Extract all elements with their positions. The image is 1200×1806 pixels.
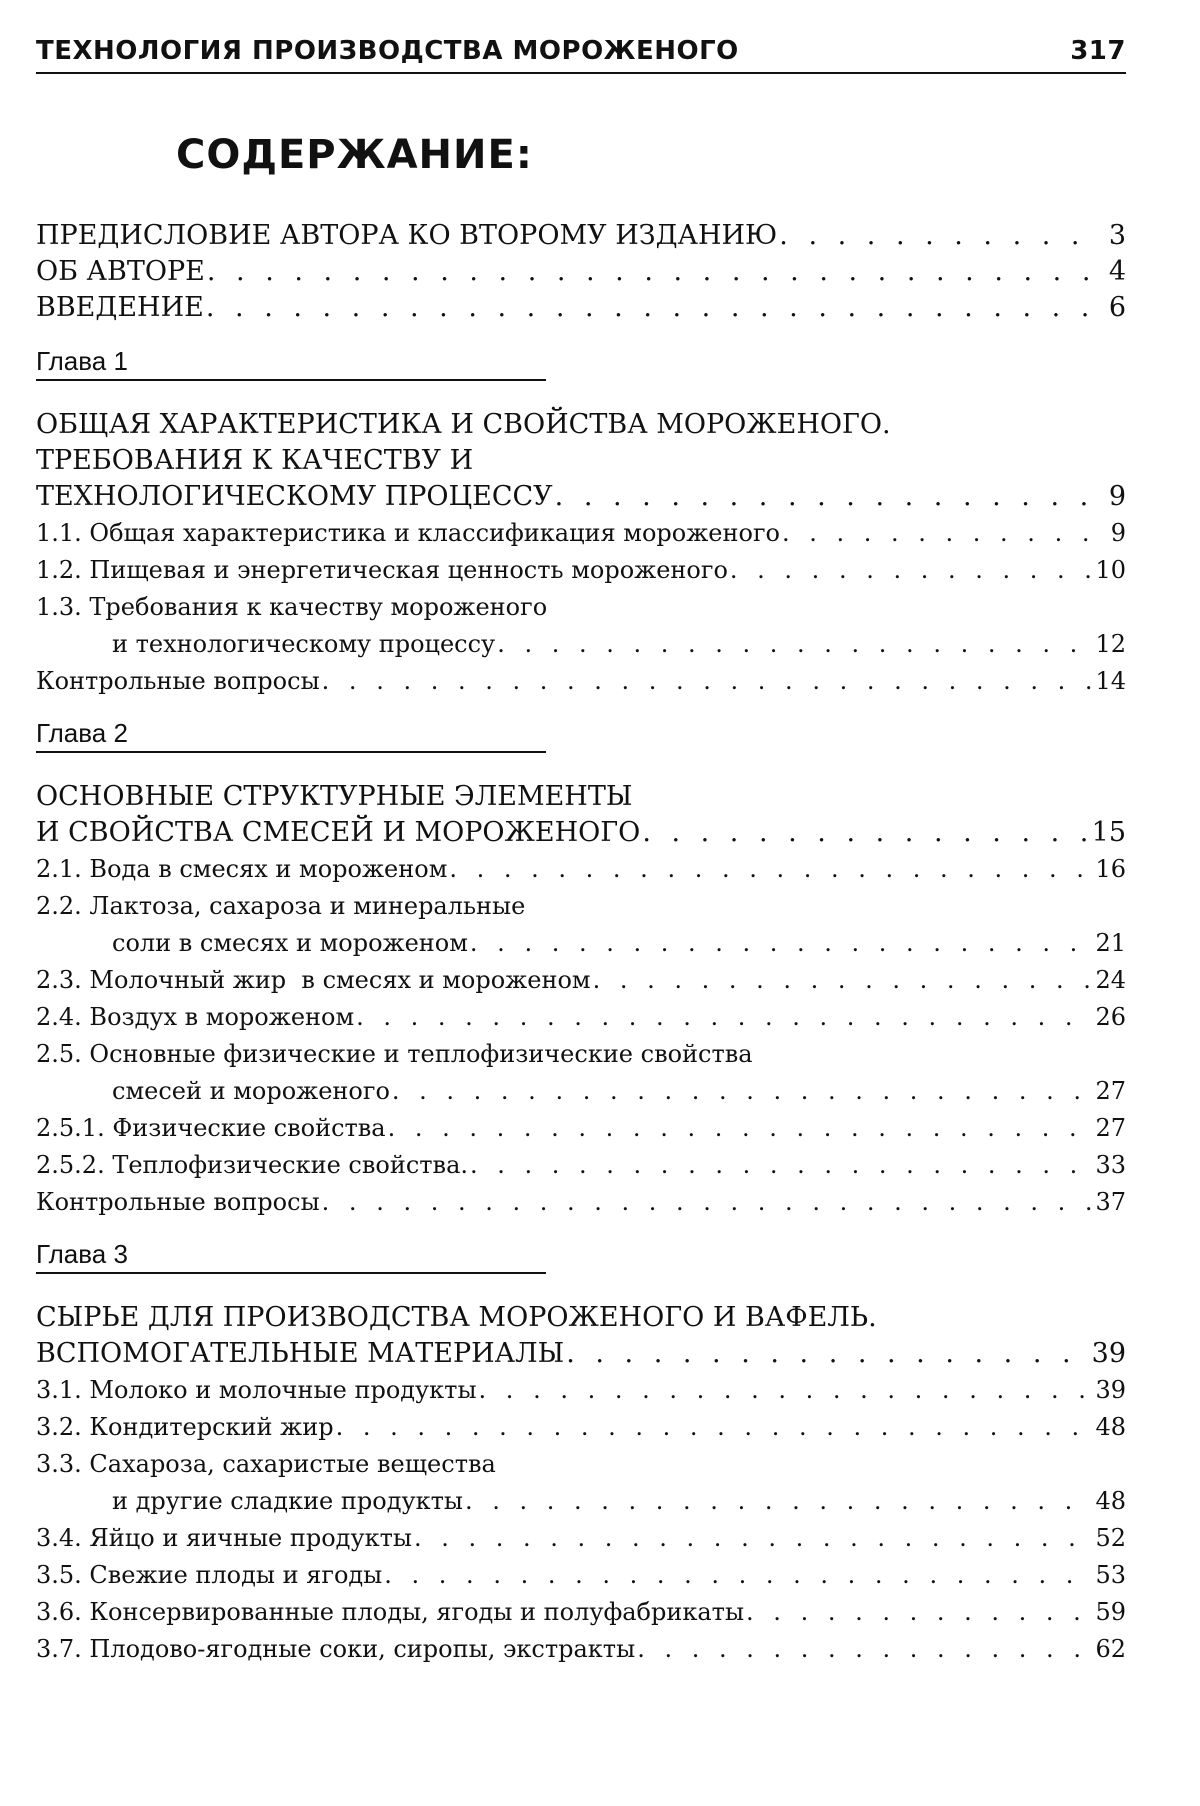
leader-dots: [779, 218, 1094, 254]
leader-dots: [470, 1147, 1093, 1184]
toc-entry-page: 14: [1095, 667, 1126, 695]
chapter-1: [36, 407, 1126, 700]
chapter-title-last: И СВОЙСТВА СМЕСЕЙ И МОРОЖЕНОГО: [36, 817, 641, 848]
toc-entry-title: 2.5.2. Теплофизические свойства.: [36, 1151, 468, 1179]
toc-entry-title: 2.1. Вода в смесях и мороженом: [36, 855, 448, 883]
toc-entry: [36, 925, 1126, 962]
chapter-title-last: ВСПОМОГАТЕЛЬНЫЕ МАТЕРИАЛЫ: [36, 1338, 565, 1369]
leader-dots: [497, 626, 1093, 663]
toc-entry-page: 3: [1108, 220, 1126, 251]
leader-dots: [566, 1336, 1089, 1372]
toc-entry-page: 37: [1095, 1188, 1126, 1216]
toc-title: СОДЕРЖАНИЕ:: [176, 132, 533, 178]
toc-entry: [36, 1594, 1126, 1631]
toc-entry-title: 2.3. Молочный жир в смесях и мороженом: [36, 966, 591, 994]
toc-entry-title: и другие сладкие продукты: [112, 1487, 463, 1515]
front-matter: [36, 218, 1126, 326]
toc-entry-page: 4: [1108, 256, 1126, 287]
toc-entry: [36, 1372, 1126, 1409]
toc-entry-title: 3.6. Консервированные плоды, ягоды и полуфабрикаты: [36, 1598, 745, 1626]
toc-entry-page: 21: [1095, 929, 1126, 957]
leader-dots: [322, 1184, 1094, 1221]
toc-entry: [36, 552, 1126, 589]
toc-entry: [36, 515, 1126, 552]
running-head-title: ТЕХНОЛОГИЯ ПРОИЗВОДСТВА МОРОЖЕНОГО: [36, 36, 739, 66]
toc-entry-page: 48: [1095, 1487, 1126, 1515]
toc-entry-page: 10: [1095, 556, 1126, 584]
toc-entry-title: 3.1. Молоко и молочные продукты: [36, 1376, 477, 1404]
toc-entry: [36, 290, 1126, 326]
toc-entry-page: 59: [1095, 1598, 1126, 1626]
chapter-title-line: ОБЩАЯ ХАРАКТЕРИСТИКА И СВОЙСТВА МОРОЖЕНОГО.: [36, 409, 891, 440]
chapter-page: 39: [1091, 1338, 1126, 1369]
toc-entry: [36, 1520, 1126, 1557]
leader-dots: [414, 1520, 1093, 1557]
toc-entry-page: 48: [1095, 1413, 1126, 1441]
toc-entry-title: Контрольные вопросы: [36, 667, 320, 695]
toc-entry-page: 62: [1095, 1635, 1126, 1663]
toc-entry: [36, 626, 1126, 663]
leader-dots: [388, 1110, 1094, 1147]
leader-dots: [207, 254, 1094, 290]
toc-entry-title: 2.5.1. Физические свойства: [36, 1114, 386, 1142]
toc-entry: [36, 663, 1126, 700]
toc-entry: [36, 1184, 1126, 1221]
leader-dots: [730, 552, 1094, 589]
toc-entry-page: 26: [1095, 1003, 1126, 1031]
leader-dots: [642, 815, 1089, 851]
leader-dots: [206, 290, 1094, 326]
toc-entry-page: 9: [1110, 519, 1126, 547]
leader-dots: [336, 1409, 1094, 1446]
toc-entry: [36, 1631, 1126, 1668]
toc-entry-title: смесей и мороженого: [112, 1077, 390, 1105]
toc-entry-page: 16: [1095, 855, 1126, 883]
toc-entry: [36, 1483, 1126, 1520]
toc-entry: [36, 962, 1126, 999]
toc-entry: [36, 851, 1126, 888]
chapter-3: [36, 1300, 1126, 1668]
toc-entry-page: 39: [1095, 1376, 1126, 1404]
toc-entry-title: 1.2. Пищевая и энергетическая ценность мороженого: [36, 556, 728, 584]
toc-entry-title: и технологическому процессу: [112, 630, 496, 658]
chapter-page: 9: [1108, 481, 1126, 512]
leader-dots: [782, 515, 1094, 552]
toc-entry-page: 52: [1095, 1524, 1126, 1552]
toc-entry: [36, 1147, 1126, 1184]
toc-entry-page: 33: [1095, 1151, 1126, 1179]
toc-entry: [36, 1110, 1126, 1147]
toc-entry-title: 3.7. Плодово-ягодные соки, сиропы, экстракты: [36, 1635, 636, 1663]
chapter-title-last: ТЕХНОЛОГИЧЕСКОМУ ПРОЦЕССУ: [36, 481, 553, 512]
toc-entry-page: 24: [1095, 966, 1126, 994]
toc-entry-page: 27: [1095, 1077, 1126, 1105]
chapter-label-3: Глава 3: [36, 1239, 546, 1274]
toc-entry-title: ВВЕДЕНИЕ: [36, 292, 204, 323]
toc-entry-title: 3.5. Свежие плоды и ягоды: [36, 1561, 383, 1589]
chapter-label-2: Глава 2: [36, 718, 546, 753]
leader-dots: [637, 1631, 1093, 1668]
leader-dots: [384, 1557, 1093, 1594]
toc-entry-first-line: 3.3. Сахароза, сахаристые вещества: [36, 1450, 496, 1478]
toc-entry-first-line: 1.3. Требования к качеству мороженого: [36, 593, 548, 621]
chapter-title-entry: [36, 1336, 1126, 1372]
toc-entry-page: 6: [1108, 292, 1126, 323]
chapter-title-entry: [36, 815, 1126, 851]
chapter-title-entry: [36, 479, 1126, 515]
leader-dots: [465, 1483, 1093, 1520]
leader-dots: [449, 851, 1093, 888]
toc-entry: [36, 1073, 1126, 1110]
book-page: [36, 36, 1126, 1672]
toc-entry: [36, 999, 1126, 1036]
toc-entry: [36, 218, 1126, 254]
chapter-title-line: СЫРЬЕ ДЛЯ ПРОИЗВОДСТВА МОРОЖЕНОГО И ВАФЕЛЬ.: [36, 1302, 877, 1333]
chapter-title-line: ТРЕБОВАНИЯ К КАЧЕСТВУ И: [36, 445, 474, 476]
toc-entry-title: 3.4. Яйцо и яичные продукты: [36, 1524, 412, 1552]
leader-dots: [593, 962, 1094, 999]
leader-dots: [356, 999, 1093, 1036]
leader-dots: [392, 1073, 1094, 1110]
toc-entry-first-line: 2.5. Основные физические и теплофизические свойства: [36, 1040, 753, 1068]
leader-dots: [555, 479, 1094, 515]
page-number: 317: [1070, 36, 1126, 66]
toc-entry-page: 53: [1095, 1561, 1126, 1589]
running-head: [36, 36, 1126, 74]
leader-dots: [322, 663, 1094, 700]
toc-entry-first-line: 2.2. Лактоза, сахароза и минеральные: [36, 892, 526, 920]
toc-entry-title: 3.2. Кондитерский жир: [36, 1413, 334, 1441]
toc-entry-title: ОБ АВТОРЕ: [36, 256, 205, 287]
toc-entry-title: 2.4. Воздух в мороженом: [36, 1003, 355, 1031]
toc-entry: [36, 1409, 1126, 1446]
leader-dots: [746, 1594, 1093, 1631]
chapter-page: 15: [1091, 817, 1126, 848]
toc-entry-page: 27: [1095, 1114, 1126, 1142]
toc-entry-title: ПРЕДИСЛОВИЕ АВТОРА КО ВТОРОМУ ИЗДАНИЮ: [36, 220, 778, 251]
toc-entry-title: соли в смесях и мороженом: [112, 929, 468, 957]
chapter-label-1: Глава 1: [36, 346, 546, 381]
leader-dots: [470, 925, 1094, 962]
toc-entry-title: 1.1. Общая характеристика и классификация мороженого: [36, 519, 780, 547]
toc-entry: [36, 254, 1126, 290]
toc-entry: [36, 1557, 1126, 1594]
toc-entry-title: Контрольные вопросы: [36, 1188, 320, 1216]
toc-entry-page: 12: [1095, 630, 1126, 658]
chapter-title-line: ОСНОВНЫЕ СТРУКТУРНЫЕ ЭЛЕМЕНТЫ: [36, 781, 633, 812]
leader-dots: [479, 1372, 1094, 1409]
chapter-2: [36, 779, 1126, 1221]
